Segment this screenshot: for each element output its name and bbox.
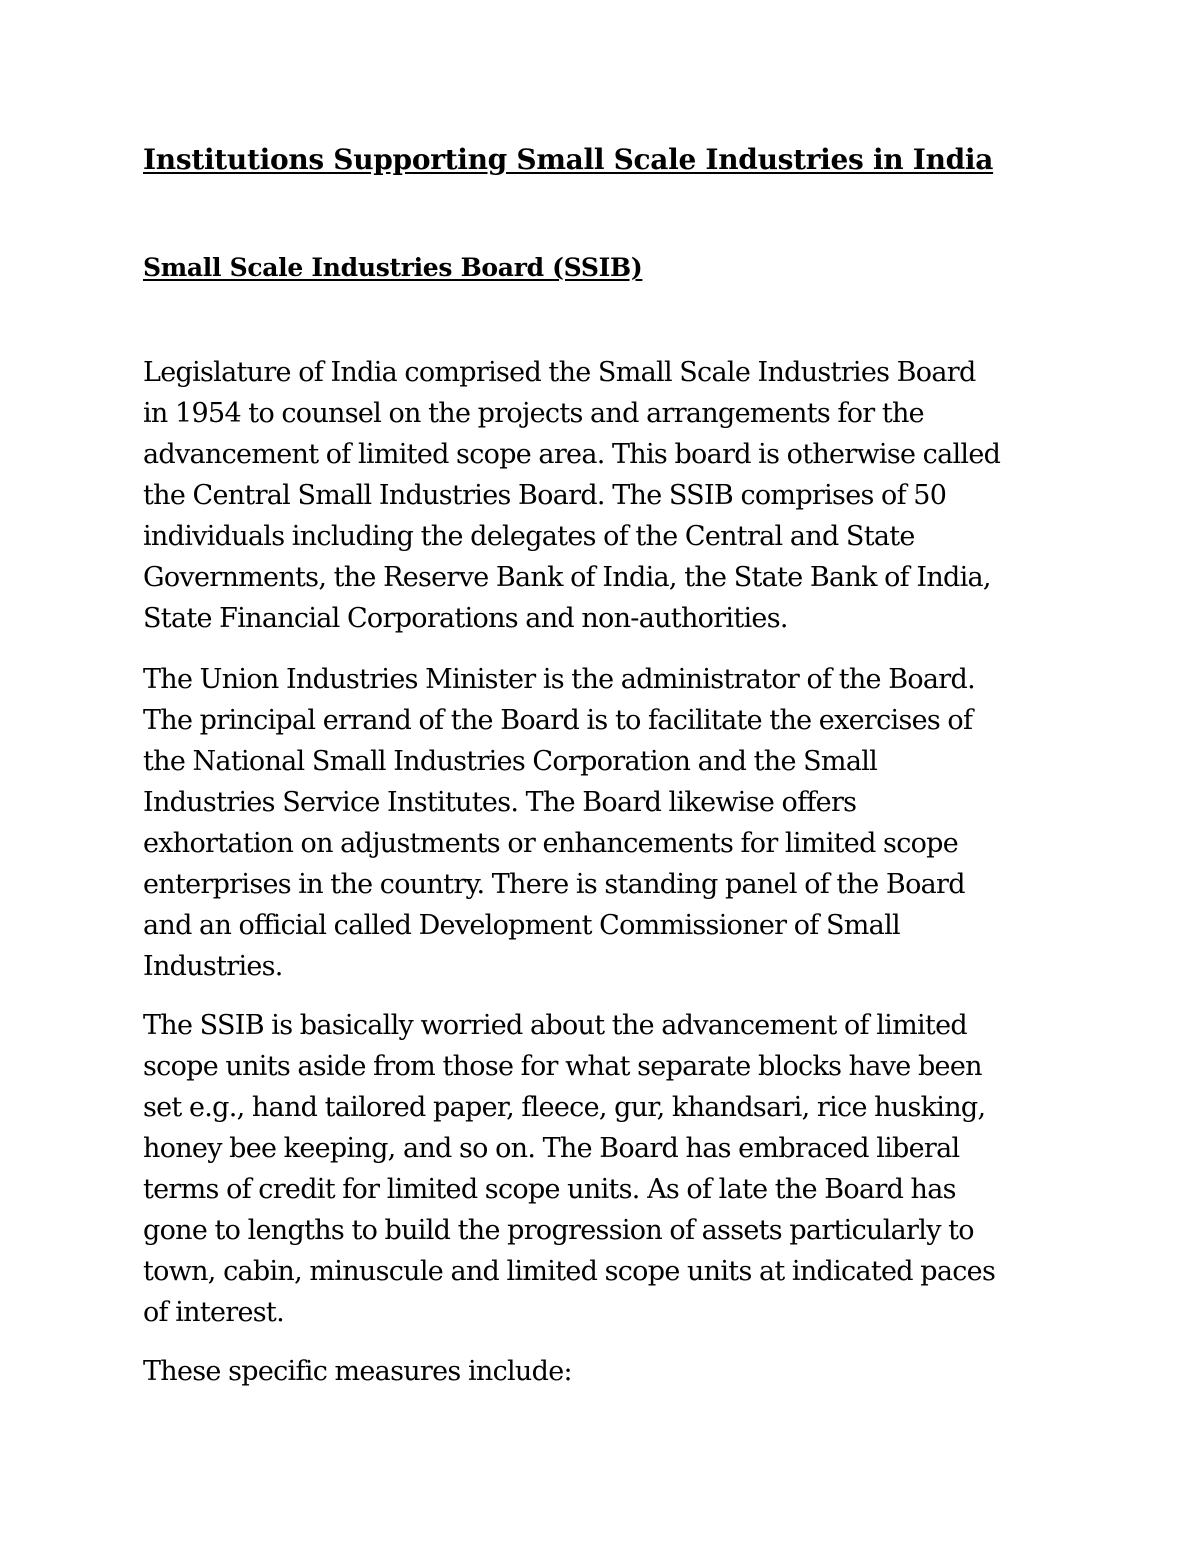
text-line: terms of credit for limited scope units. As of late the Board has	[143, 1174, 956, 1205]
text-line: The SSIB is basically worried about the advancement of limited	[143, 1010, 967, 1041]
text-line: the Central Small Industries Board. The SSIB comprises of 50	[143, 480, 947, 511]
paragraph	[143, 352, 1063, 639]
text-line: exhortation on adjustments or enhancements for limited scope	[143, 828, 959, 859]
text-line: set e.g., hand tailored paper, fleece, gur, khandsari, rice husking,	[143, 1092, 986, 1123]
text-line: Industries Service Institutes. The Board likewise offers	[143, 787, 857, 818]
text-line: town, cabin, minuscule and limited scope units at indicated paces	[143, 1256, 996, 1287]
text-line: individuals including the delegates of the Central and State	[143, 521, 915, 552]
text-line: honey bee keeping, and so on. The Board has embraced liberal	[143, 1133, 960, 1164]
paragraph	[143, 1351, 1063, 1392]
text-line: enterprises in the country. There is standing panel of the Board	[143, 869, 965, 900]
section-heading: Small Scale Industries Board (SSIB)	[143, 253, 643, 282]
text-line: advancement of limited scope area. This board is otherwise called	[143, 439, 1001, 470]
paragraph	[143, 659, 1063, 987]
text-line: The Union Industries Minister is the administrator of the Board.	[143, 664, 975, 695]
document-title: Institutions Supporting Small Scale Industries in India	[143, 143, 994, 176]
text-line: in 1954 to counsel on the projects and arrangements for the	[143, 398, 924, 429]
text-line: Industries.	[143, 951, 283, 982]
text-line: State Financial Corporations and non-authorities.	[143, 603, 788, 634]
text-line: These specific measures include:	[143, 1356, 572, 1387]
text-line: scope units aside from those for what separate blocks have been	[143, 1051, 982, 1082]
text-line: Legislature of India comprised the Small Scale Industries Board	[143, 357, 976, 388]
text-line: Governments, the Reserve Bank of India, the State Bank of India,	[143, 562, 991, 593]
text-line: and an official called Development Commissioner of Small	[143, 910, 900, 941]
text-line: the National Small Industries Corporation and the Small	[143, 746, 878, 777]
text-line: The principal errand of the Board is to facilitate the exercises of	[143, 705, 973, 736]
text-line: gone to lengths to build the progression of assets particularly to	[143, 1215, 974, 1246]
paragraph	[143, 1005, 1063, 1333]
text-line: of interest.	[143, 1297, 284, 1328]
